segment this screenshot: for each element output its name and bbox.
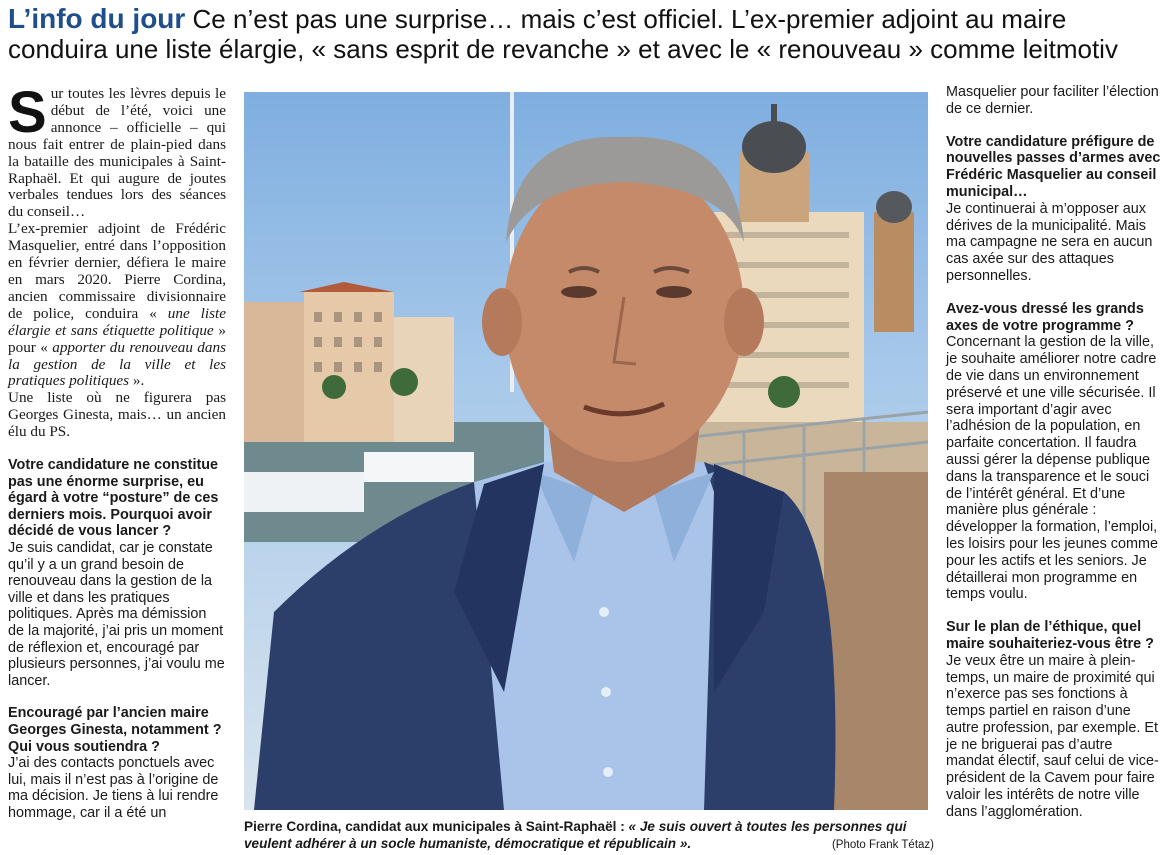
dropcap: S [8,80,47,145]
section-kicker: L’info du jour [8,3,186,34]
continued-answer: Masquelier pour faciliter l’élection de ce dernier. [946,84,1159,117]
intro-paragraph-2 [8,221,226,390]
portrait-photo [244,92,928,810]
intro-p2-b: » pour « [8,321,227,356]
intro-p2-a: L’ex-premier adjoint de Frédéric Masquelier, entré dans l’opposition en février dernier, défiera le maire en mars 2020. Pierre Cordina, ancien commissaire divisionnaire de police, conduira « [8,220,226,322]
question-4: Avez-vous dressé les grands axes de votre programme ? [946,300,1144,334]
left-column [8,80,227,822]
caption-lead: Pierre Cordina, candidat aux municipales à Saint-Raphaël : [244,819,629,834]
intro-paragraph-1-text: ur toutes les lèvres depuis le début de l’été, voici une annonce – officielle – qui nous fait entrer de plain-pied dans la bataille des municipales à Saint-Raphaël. Et qui augure de joutes verbales tendues lors des séances du conseil… [8,85,226,221]
photo-credit: (Photo Frank Tétaz) [831,839,934,851]
headline-text: Ce n’est pas une surprise… mais c’est officiel. L’ex-premier adjoint au maire conduira une liste élargie, « sans esprit de revanche » et avec le « renouveau » comme leitmotiv [8,4,1118,64]
question-2: Encouragé par l’ancien maire Georges Ginesta, notamment ? Qui vous soutiendra ? [8,705,222,755]
answer-1: Je suis candidat, car je constate qu’il y a un grand besoin de renouveau dans la gestion de la ville et dans les pratiques politiques. Après ma démission de la majorité, j’ai pris un moment de réflexion et, encouragé par plusieurs personnes, j’ai voulu me lancer. [8,540,225,689]
intro-paragraph-1 [8,80,226,221]
question-5: Sur le plan de l’éthique, quel maire souhaiteriez-vous être ? [946,619,1154,652]
intro-p2-quote-2: apporter du renouveau dans la gestion de la ville et les pratiques politiques [8,338,226,390]
intro-p2-quote-1: une liste élargie et sans étiquette politique [8,304,226,339]
question-1: Votre candidature ne constitue pas une énorme surprise, eu égard à votre “posture” de ces derniers mois. Pourquoi avoir décidé de vous lancer ? [8,457,219,540]
portrait-photo-illustration [244,92,928,810]
intro-paragraph-3: Une liste où ne figurera pas Georges Ginesta, mais… un ancien élu du PS. [8,389,226,441]
answer-5: Je veux être un maire à plein-temps, un maire de proximité qui n’exerce pas ses fonctions à temps partiel en raison d’une autre profession, par exemple. Et je ne briguerai pas d’autre mandat électif, sauf celui de vice-président de la Cavem pour faire valoir les intérêts de notre ville dans l’agglomération. [946,652,1159,820]
photo-caption [244,818,934,854]
right-column [946,84,1162,821]
intro-text [8,80,227,441]
question-3: Votre candidature préfigure de nouvelles passes d’armes avec Frédéric Masquelier au conseil municipal… [946,133,1161,200]
headline [8,4,1158,64]
answer-4: Concernant la gestion de la ville, je souhaite améliorer notre cadre de vie dans un environnement préservé et une ville sécurisée. Il sera important d’agir avec l’adhésion de la population, en parfaite concertation. Il faudra aussi gérer la dépense publique dans la transparence et le souci de l’intérêt général. Et d’une manière plus générale : développer la formation, l’emploi, les loisirs pour les jeunes comme pour les actifs et les seniors. Je détaillerai mon programme en temps voulu. [946,334,1158,603]
intro-p2-c: ». [129,372,145,390]
caption-quote: « Je suis ouvert à toutes les personnes qui veulent adhérer à un socle humaniste, démocratique et républicain ». [244,819,907,851]
answer-3: Je continuerai à m’opposer aux dérives de la municipalité. Mais ma campagne ne sera en aucun cas axée sur des attaques personnelles. [946,200,1153,284]
answer-2: J’ai des contacts ponctuels avec lui, mais il n’est pas à l’origine de ma décision. Je tiens à lui rendre hommage, car il a été un [8,755,219,821]
